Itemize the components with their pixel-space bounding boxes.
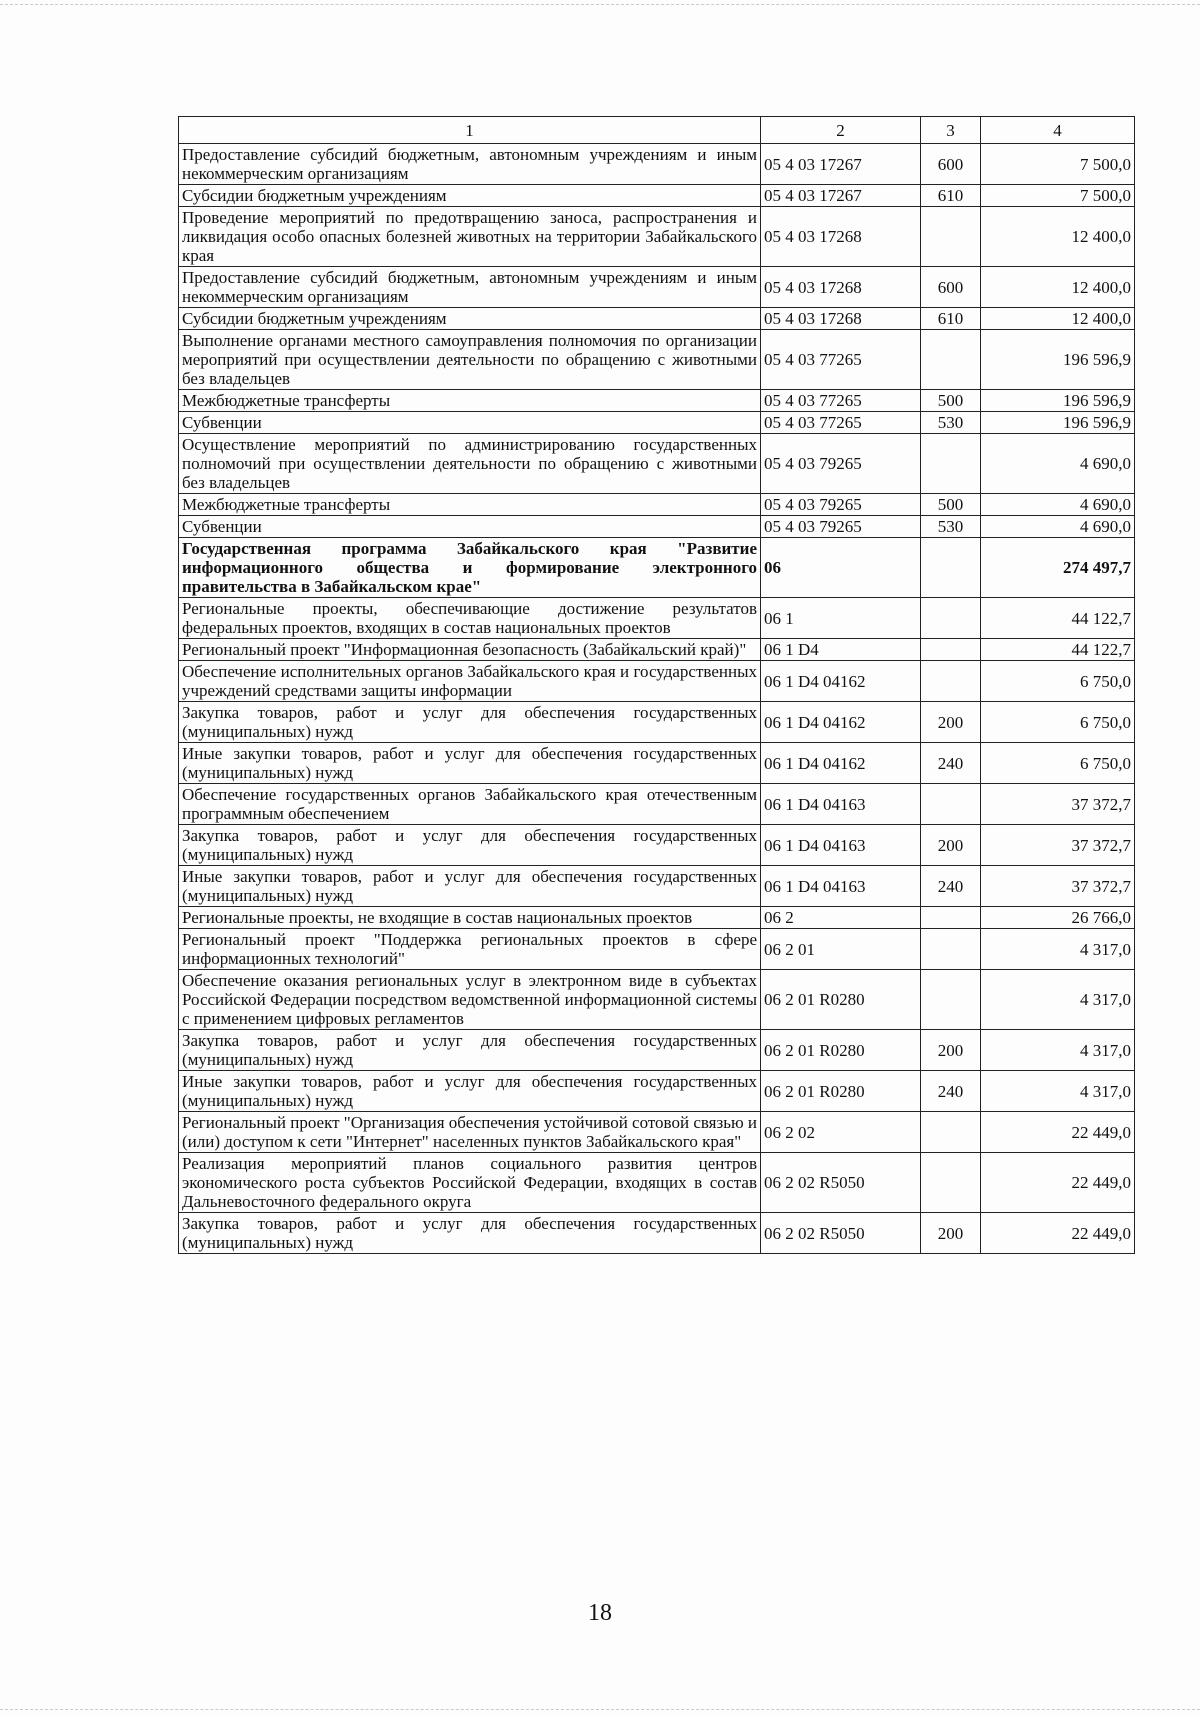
row-classification-code: 06 2 01 R0280 — [761, 1030, 921, 1071]
table-row — [179, 144, 1135, 185]
row-description: Межбюджетные трансферты — [179, 494, 761, 516]
row-amount: 7 500,0 — [981, 185, 1135, 207]
table-row — [179, 185, 1135, 207]
row-description: Обеспечение оказания региональных услуг в электронном виде в субъектах Российской Федерации посредством ведомственной информационной системы с применением цифровых регламентов — [179, 970, 761, 1030]
row-expense-type: 530 — [921, 412, 981, 434]
row-description: Закупка товаров, работ и услуг для обеспечения государственных (муниципальных) нужд — [179, 1213, 761, 1254]
table-row — [179, 784, 1135, 825]
row-expense-type — [921, 598, 981, 639]
row-description: Закупка товаров, работ и услуг для обеспечения государственных (муниципальных) нужд — [179, 702, 761, 743]
header-cell: 3 — [921, 117, 981, 144]
scan-edge-top — [0, 4, 1200, 5]
row-description: Субсидии бюджетным учреждениям — [179, 308, 761, 330]
row-expense-type — [921, 661, 981, 702]
row-classification-code: 06 1 D4 04163 — [761, 866, 921, 907]
row-expense-type: 240 — [921, 1071, 981, 1112]
row-classification-code: 05 4 03 17268 — [761, 267, 921, 308]
row-amount: 4 690,0 — [981, 516, 1135, 538]
table-row — [179, 970, 1135, 1030]
row-classification-code: 05 4 03 79265 — [761, 494, 921, 516]
row-expense-type — [921, 538, 981, 598]
row-amount: 44 122,7 — [981, 639, 1135, 661]
table-row — [179, 1112, 1135, 1153]
row-classification-code: 05 4 03 77265 — [761, 330, 921, 390]
row-amount: 4 317,0 — [981, 1071, 1135, 1112]
header-cell: 2 — [761, 117, 921, 144]
table-row — [179, 330, 1135, 390]
row-description: Обеспечение исполнительных органов Забайкальского края и государственных учреждений средствами защиты информации — [179, 661, 761, 702]
row-expense-type — [921, 330, 981, 390]
table-header-row — [179, 117, 1135, 144]
header-cell: 1 — [179, 117, 761, 144]
row-description: Осуществление мероприятий по администрированию государственных полномочий при осуществлении деятельности по обращению с животными без владельцев — [179, 434, 761, 494]
row-description: Региональный проект "Поддержка региональных проектов в сфере информационных технологий" — [179, 929, 761, 970]
table-row — [179, 412, 1135, 434]
row-classification-code: 06 2 01 R0280 — [761, 1071, 921, 1112]
row-classification-code: 06 2 01 R0280 — [761, 970, 921, 1030]
row-classification-code: 06 1 D4 04163 — [761, 825, 921, 866]
row-expense-type: 200 — [921, 1030, 981, 1071]
table-row — [179, 702, 1135, 743]
row-classification-code: 06 — [761, 538, 921, 598]
row-description: Межбюджетные трансферты — [179, 390, 761, 412]
row-amount: 37 372,7 — [981, 784, 1135, 825]
table-row — [179, 639, 1135, 661]
row-description: Иные закупки товаров, работ и услуг для обеспечения государственных (муниципальных) нужд — [179, 866, 761, 907]
table-row — [179, 1030, 1135, 1071]
table-row — [179, 907, 1135, 929]
row-expense-type — [921, 639, 981, 661]
row-description: Региональные проекты, обеспечивающие достижение результатов федеральных проектов, входящих в состав национальных проектов — [179, 598, 761, 639]
table-row — [179, 1153, 1135, 1213]
row-classification-code: 05 4 03 79265 — [761, 516, 921, 538]
row-expense-type: 240 — [921, 866, 981, 907]
row-description: Государственная программа Забайкальского края "Развитие информационного общества и формирование электронного правительства в Забайкальском крае" — [179, 538, 761, 598]
table-row — [179, 743, 1135, 784]
row-description: Региональный проект "Информационная безопасность (Забайкальский край)" — [179, 639, 761, 661]
row-expense-type — [921, 907, 981, 929]
row-classification-code: 06 1 D4 — [761, 639, 921, 661]
table-row — [179, 207, 1135, 267]
table-row — [179, 434, 1135, 494]
row-expense-type: 600 — [921, 267, 981, 308]
row-expense-type: 610 — [921, 308, 981, 330]
row-description: Региональный проект "Организация обеспечения устойчивой сотовой связью и (или) доступом к сети "Интернет" населенных пунктов Забайкальского края" — [179, 1112, 761, 1153]
row-expense-type: 240 — [921, 743, 981, 784]
row-classification-code: 05 4 03 79265 — [761, 434, 921, 494]
row-classification-code: 06 2 02 R5050 — [761, 1153, 921, 1213]
row-description: Проведение мероприятий по предотвращению заноса, распространения и ликвидация особо опасных болезней животных на территории Забайкальского края — [179, 207, 761, 267]
row-amount: 37 372,7 — [981, 866, 1135, 907]
row-classification-code: 06 2 02 R5050 — [761, 1213, 921, 1254]
header-cell: 4 — [981, 117, 1135, 144]
row-description: Иные закупки товаров, работ и услуг для обеспечения государственных (муниципальных) нужд — [179, 1071, 761, 1112]
row-classification-code: 06 2 — [761, 907, 921, 929]
row-description: Субсидии бюджетным учреждениям — [179, 185, 761, 207]
row-amount: 4 317,0 — [981, 1030, 1135, 1071]
row-classification-code: 06 1 D4 04162 — [761, 661, 921, 702]
row-classification-code: 05 4 03 77265 — [761, 390, 921, 412]
row-amount: 4 317,0 — [981, 970, 1135, 1030]
row-amount: 6 750,0 — [981, 702, 1135, 743]
row-expense-type — [921, 207, 981, 267]
row-expense-type: 200 — [921, 702, 981, 743]
table-row — [179, 929, 1135, 970]
table-row — [179, 516, 1135, 538]
row-expense-type: 530 — [921, 516, 981, 538]
row-expense-type — [921, 970, 981, 1030]
row-amount: 196 596,9 — [981, 330, 1135, 390]
page-number: 18 — [588, 1600, 612, 1626]
row-amount: 6 750,0 — [981, 743, 1135, 784]
table-row — [179, 866, 1135, 907]
row-classification-code: 05 4 03 77265 — [761, 412, 921, 434]
row-expense-type — [921, 929, 981, 970]
table-row — [179, 1213, 1135, 1254]
table-row — [179, 598, 1135, 639]
row-description: Закупка товаров, работ и услуг для обеспечения государственных (муниципальных) нужд — [179, 825, 761, 866]
row-classification-code: 05 4 03 17267 — [761, 185, 921, 207]
row-classification-code: 06 1 D4 04163 — [761, 784, 921, 825]
row-amount: 196 596,9 — [981, 390, 1135, 412]
row-classification-code: 06 1 D4 04162 — [761, 743, 921, 784]
row-amount: 274 497,7 — [981, 538, 1135, 598]
table-row — [179, 308, 1135, 330]
row-expense-type: 200 — [921, 1213, 981, 1254]
row-description: Региональные проекты, не входящие в состав национальных проектов — [179, 907, 761, 929]
row-amount: 12 400,0 — [981, 207, 1135, 267]
row-expense-type: 500 — [921, 494, 981, 516]
row-description: Обеспечение государственных органов Забайкальского края отечественным программным обеспечением — [179, 784, 761, 825]
row-description: Субвенции — [179, 516, 761, 538]
row-amount: 4 690,0 — [981, 494, 1135, 516]
row-classification-code: 06 1 D4 04162 — [761, 702, 921, 743]
row-amount: 37 372,7 — [981, 825, 1135, 866]
table-row — [179, 538, 1135, 598]
row-classification-code: 06 1 — [761, 598, 921, 639]
row-expense-type — [921, 434, 981, 494]
row-description: Субвенции — [179, 412, 761, 434]
row-amount: 12 400,0 — [981, 308, 1135, 330]
row-amount: 4 317,0 — [981, 929, 1135, 970]
row-amount: 12 400,0 — [981, 267, 1135, 308]
row-expense-type — [921, 1153, 981, 1213]
row-description: Выполнение органами местного самоуправления полномочия по организации мероприятий при осуществлении деятельности по обращению с животными без владельцев — [179, 330, 761, 390]
row-expense-type: 600 — [921, 144, 981, 185]
row-description: Предоставление субсидий бюджетным, автономным учреждениям и иным некоммерческим организациям — [179, 267, 761, 308]
row-expense-type: 500 — [921, 390, 981, 412]
table-row — [179, 825, 1135, 866]
row-description: Реализация мероприятий планов социального развития центров экономического роста субъектов Российской Федерации, входящих в состав Дальневосточного федерального округа — [179, 1153, 761, 1213]
row-amount: 7 500,0 — [981, 144, 1135, 185]
row-amount: 6 750,0 — [981, 661, 1135, 702]
row-expense-type — [921, 784, 981, 825]
scan-edge-bottom — [0, 1709, 1200, 1710]
row-description: Иные закупки товаров, работ и услуг для обеспечения государственных (муниципальных) нужд — [179, 743, 761, 784]
row-amount: 22 449,0 — [981, 1213, 1135, 1254]
row-expense-type — [921, 1112, 981, 1153]
table-row — [179, 267, 1135, 308]
row-amount: 26 766,0 — [981, 907, 1135, 929]
table-row — [179, 661, 1135, 702]
row-amount: 4 690,0 — [981, 434, 1135, 494]
row-expense-type: 610 — [921, 185, 981, 207]
row-expense-type: 200 — [921, 825, 981, 866]
table-row — [179, 1071, 1135, 1112]
row-description: Предоставление субсидий бюджетным, автономным учреждениям и иным некоммерческим организациям — [179, 144, 761, 185]
row-amount: 22 449,0 — [981, 1153, 1135, 1213]
row-classification-code: 06 2 02 — [761, 1112, 921, 1153]
table-row — [179, 390, 1135, 412]
row-classification-code: 06 2 01 — [761, 929, 921, 970]
row-classification-code: 05 4 03 17267 — [761, 144, 921, 185]
table-row — [179, 494, 1135, 516]
row-amount: 196 596,9 — [981, 412, 1135, 434]
row-classification-code: 05 4 03 17268 — [761, 207, 921, 267]
row-description: Закупка товаров, работ и услуг для обеспечения государственных (муниципальных) нужд — [179, 1030, 761, 1071]
row-amount: 22 449,0 — [981, 1112, 1135, 1153]
row-amount: 44 122,7 — [981, 598, 1135, 639]
row-classification-code: 05 4 03 17268 — [761, 308, 921, 330]
budget-table — [178, 116, 1135, 1254]
